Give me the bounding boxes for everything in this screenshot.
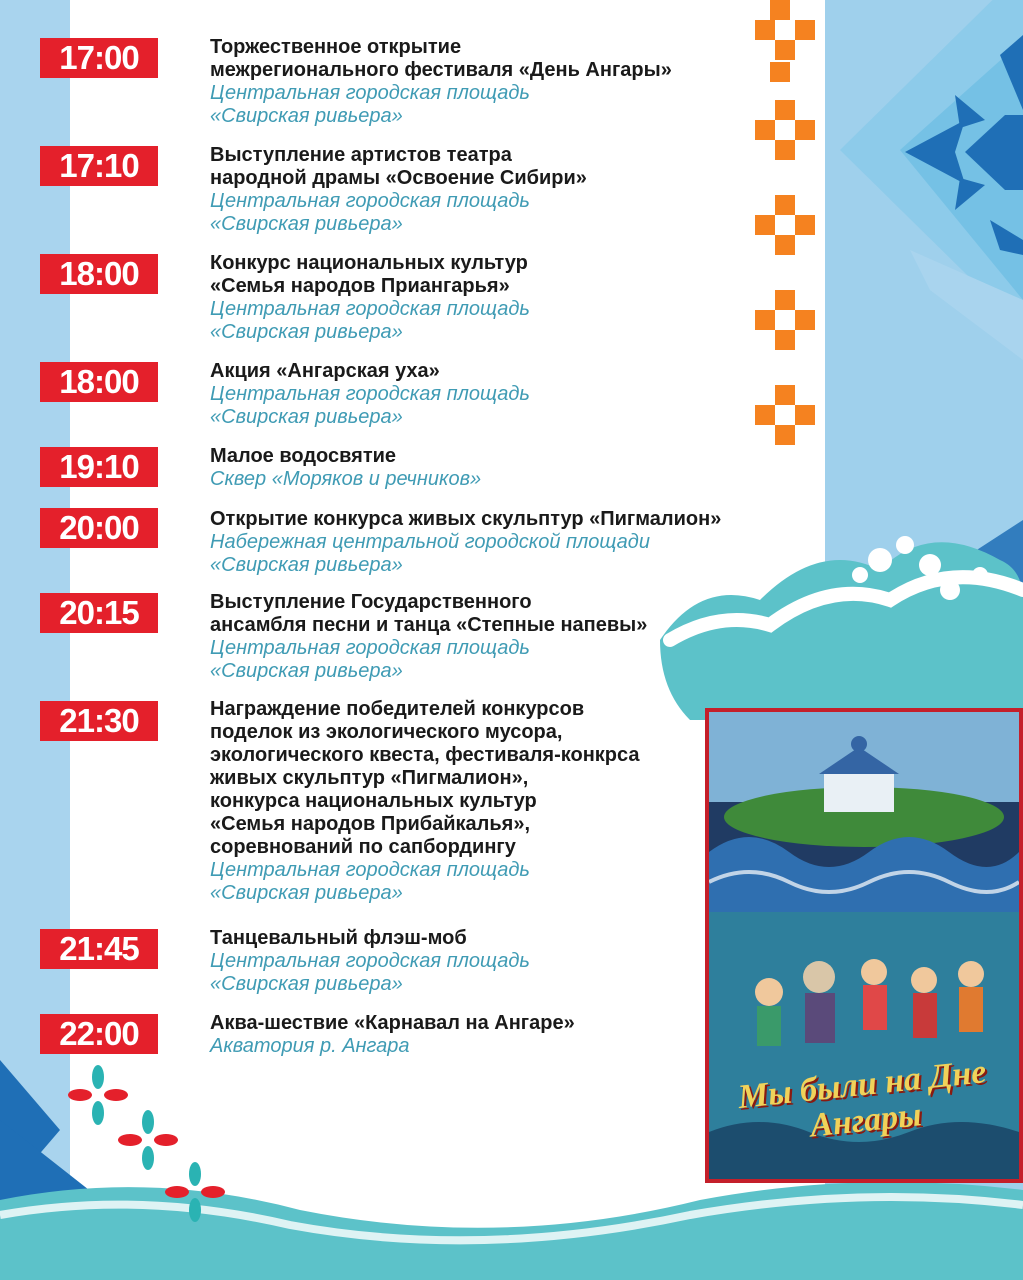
event-place: Центральная городская площадь «Свирская ривьера» — [210, 950, 530, 995]
time-badge: 17:10 — [40, 146, 158, 186]
poster-caption: Мы были на Дне Ангары — [736, 1053, 988, 1145]
event-title: Акция «Ангарская уха» — [210, 360, 440, 382]
time-badge: 20:15 — [40, 593, 158, 633]
event-title: Выступление Государственного ансамбля песни и танца «Степные напевы» — [210, 591, 648, 636]
event-place: Центральная городская площадь «Свирская ривьера» — [210, 298, 530, 343]
bottom-wave — [0, 1182, 1023, 1280]
time-badge: 20:00 — [40, 508, 158, 548]
time-badge: 21:45 — [40, 929, 158, 969]
event-title: Награждение победителей конкурсов поделок из экологического мусора, экологического квеста, фестиваля-конкрса живых скульптур «Пигмалион», конкурса национальных культур «Семья народов Прибайкалья», соревнований по сапбордингу — [210, 698, 640, 858]
event-place: Центральная городская площадь «Свирская ривьера» — [210, 637, 530, 682]
time-badge: 18:00 — [40, 254, 158, 294]
time-badge: 21:30 — [40, 701, 158, 741]
event-title: Малое водосвятие — [210, 445, 397, 467]
time-badge: 17:00 — [40, 38, 158, 78]
event-title: Торжественное открытие межрегионального фестиваля «День Ангары» — [210, 36, 672, 81]
event-place: Набережная центральной городской площади «Свирская ривьера» — [210, 531, 650, 576]
event-place: Центральная городская площадь «Свирская ривьера» — [210, 383, 530, 428]
event-title: Аква-шествие «Карнавал на Ангаре» — [210, 1012, 575, 1034]
event-title: Танцевальный флэш-моб — [210, 927, 467, 949]
festival-poster — [705, 708, 1023, 1183]
time-badge: 22:00 — [40, 1014, 158, 1054]
event-place: Сквер «Моряков и речников» — [210, 468, 482, 490]
time-badge: 18:00 — [40, 362, 158, 402]
time-badge: 19:10 — [40, 447, 158, 487]
event-place: Центральная городская площадь «Свирская ривьера» — [210, 859, 530, 904]
event-title: Открытие конкурса живых скульптур «Пигмалион» — [210, 508, 722, 530]
event-title: Выступление артистов театра народной драмы «Освоение Сибири» — [210, 144, 587, 189]
event-place: Центральная городская площадь «Свирская ривьера» — [210, 190, 530, 235]
star-ornament — [840, 0, 1023, 360]
event-title: Конкурс национальных культур «Семья народов Приангарья» — [210, 252, 528, 297]
event-place: Центральная городская площадь «Свирская ривьера» — [210, 82, 530, 127]
event-place: Акватория р. Ангара — [210, 1035, 410, 1057]
